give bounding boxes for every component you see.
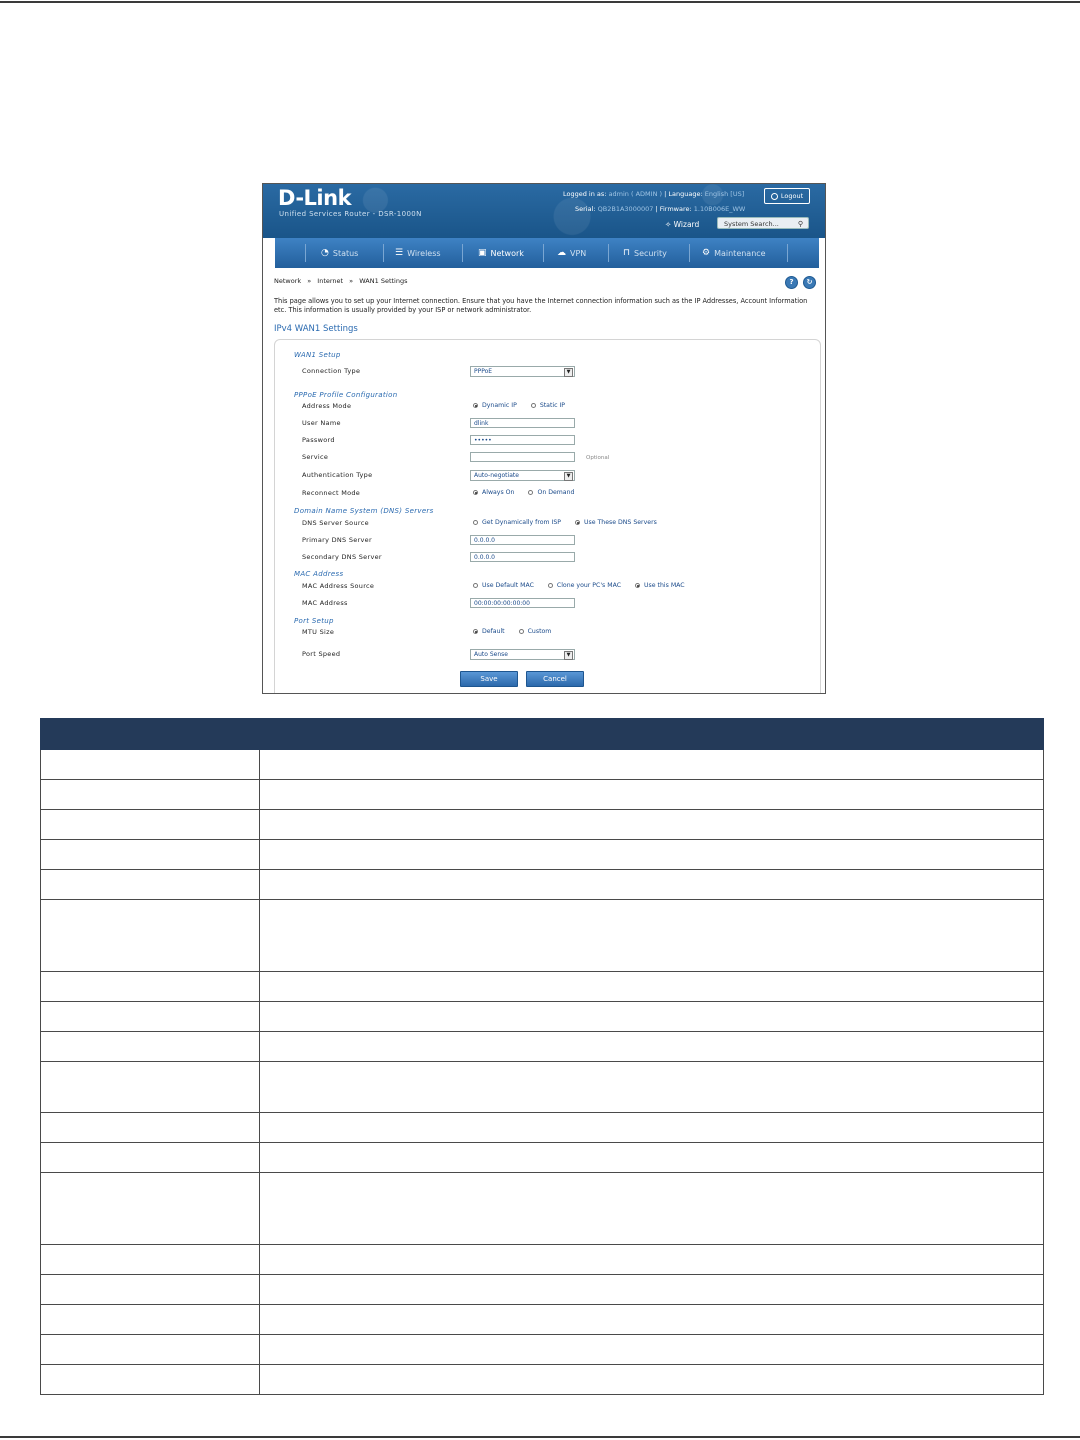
table-row [41, 1335, 1044, 1365]
wizard-label: Wizard [673, 220, 700, 229]
table-cell-description [260, 1143, 1044, 1173]
connection-type-label: Connection Type [302, 367, 361, 375]
primary-dns-label: Primary DNS Server [302, 536, 372, 544]
reconnect-mode-label: Reconnect Mode [302, 489, 361, 497]
table-cell-description [260, 1365, 1044, 1395]
lock-icon: ⊓ [623, 248, 631, 258]
table-row [41, 1032, 1044, 1062]
nav-network[interactable] [478, 238, 524, 268]
table-cell-parameter [41, 1275, 260, 1305]
gears-icon: ⚙ [702, 248, 711, 258]
radio-dns-manual[interactable]: Use These DNS Servers [575, 519, 657, 526]
router-header [263, 184, 825, 238]
nav-maintenance[interactable] [702, 238, 766, 268]
table-cell-parameter [41, 1032, 260, 1062]
mac-address-label: MAC Address [302, 599, 348, 607]
table-cell-description [260, 1032, 1044, 1062]
dns-title: Domain Name System (DNS) Servers [294, 507, 434, 515]
language-value[interactable]: English [US] [704, 190, 745, 198]
nav-status-label: Status [332, 248, 359, 258]
auth-type-select[interactable]: Auto-negotiate ▼ [470, 470, 575, 481]
mac-source-radios [473, 582, 685, 589]
refresh-icon[interactable]: ↻ [803, 276, 816, 289]
save-button[interactable]: Save [460, 671, 518, 687]
breadcrumb-internet[interactable]: Internet [317, 277, 344, 285]
reconnect-mode-radios [473, 489, 574, 496]
nav-status[interactable] [321, 238, 358, 268]
table-cell-description [260, 900, 1044, 972]
table-cell-parameter [41, 1365, 260, 1395]
table-cell-description [260, 1335, 1044, 1365]
table-row [41, 972, 1044, 1002]
system-search-input[interactable] [717, 217, 809, 229]
logged-in-value: admin ( ADMIN ) [608, 190, 663, 198]
mac-address-input[interactable]: 00:00:00:00:00:00 [470, 598, 575, 608]
radio-mtu-default[interactable]: Default [473, 628, 505, 635]
table-cell-parameter [41, 1335, 260, 1365]
port-setup-title: Port Setup [294, 617, 334, 625]
table-row [41, 1002, 1044, 1032]
table-row [41, 870, 1044, 900]
pppoe-title: PPPoE Profile Configuration [294, 391, 398, 399]
nav-security-label: Security [634, 248, 667, 258]
radio-on-demand[interactable]: On Demand [528, 489, 574, 496]
bottom-rule [0, 1436, 1080, 1438]
port-speed-select[interactable]: Auto Sense ▼ [470, 649, 575, 660]
table-cell-parameter [41, 1062, 260, 1113]
secondary-dns-input[interactable]: 0.0.0.0 [470, 552, 575, 562]
table-cell-parameter [41, 972, 260, 1002]
radio-dynamic-ip[interactable]: Dynamic IP [473, 402, 517, 409]
router-screenshot [262, 183, 826, 694]
table-cell-description [260, 840, 1044, 870]
address-mode-radios [473, 402, 565, 409]
mtu-size-label: MTU Size [302, 628, 335, 636]
table-cell-parameter [41, 1173, 260, 1245]
table-cell-parameter [41, 840, 260, 870]
intro-text: This page allows you to set up your Internet connection. Ensure that you have the Internet connection information such as the IP Addresses, Account Information etc. This information is usually provided by your ISP or network administrator. [274, 297, 808, 314]
power-icon [771, 193, 778, 200]
mac-title: MAC Address [294, 570, 344, 578]
device-info: Serial: QB2B1A3000007 | Firmware: 1.10B006E_WW [575, 205, 746, 213]
wand-icon: ✧ [665, 220, 674, 229]
table-cell-parameter [41, 1305, 260, 1335]
table-header-row [41, 719, 1044, 750]
breadcrumb-network[interactable]: Network [274, 277, 302, 285]
address-mode-label: Address Mode [302, 402, 352, 410]
table-row [41, 1173, 1044, 1245]
radio-mtu-custom[interactable]: Custom [519, 628, 552, 635]
service-label: Service [302, 453, 329, 461]
dns-source-radios [473, 519, 657, 526]
table-row [41, 1275, 1044, 1305]
connection-type-select[interactable]: PPPoE ▼ [470, 366, 575, 377]
password-label: Password [302, 436, 335, 444]
table-cell-description [260, 1305, 1044, 1335]
nav-security[interactable] [623, 238, 667, 268]
service-optional-hint: Optional [586, 455, 610, 461]
radio-always-on[interactable]: Always On [473, 489, 514, 496]
gauge-icon: ◔ [321, 248, 329, 258]
logged-in-label: Logged in as: [563, 190, 607, 198]
table-row [41, 840, 1044, 870]
table-row [41, 1245, 1044, 1275]
firmware-label: Firmware: [659, 205, 692, 213]
logout-label: Logout [780, 192, 804, 200]
nav-network-label: Network [490, 248, 524, 258]
logged-in-info: Logged in as: admin ( ADMIN ) | Language: English [US] [563, 190, 745, 198]
cloud-lock-icon: ☁ [557, 248, 566, 258]
table-row [41, 900, 1044, 972]
chevron-down-icon: ▼ [564, 472, 573, 481]
wizard-link[interactable] [665, 220, 699, 229]
chevron-down-icon: ▼ [564, 651, 573, 660]
service-input[interactable] [470, 452, 575, 462]
nav-vpn[interactable] [557, 238, 586, 268]
radio-this-mac[interactable]: Use this MAC [635, 582, 685, 589]
table-row [41, 1113, 1044, 1143]
firmware-value: 1.10B006E_WW [693, 205, 746, 213]
table-cell-description [260, 870, 1044, 900]
logout-button[interactable] [764, 188, 810, 204]
chevron-down-icon: ▼ [564, 368, 573, 377]
serial-value: QB2B1A3000007 [597, 205, 654, 213]
radio-dns-dynamic[interactable]: Get Dynamically from ISP [473, 519, 561, 526]
table-cell-description [260, 1113, 1044, 1143]
table-cell-parameter [41, 810, 260, 840]
router-subtitle: Unified Services Router - DSR-1000N [279, 210, 422, 218]
user-name-label: User Name [302, 419, 341, 427]
primary-dns-input[interactable]: 0.0.0.0 [470, 535, 575, 545]
language-label: Language: [668, 190, 703, 198]
main-nav [275, 238, 819, 268]
top-rule [0, 1, 1080, 3]
breadcrumb: Network » Internet » WAN1 Settings [274, 277, 408, 285]
nav-vpn-label: VPN [570, 248, 587, 258]
table-cell-description [260, 1275, 1044, 1305]
auth-type-label: Authentication Type [302, 471, 373, 479]
password-input[interactable]: ••••• [470, 435, 575, 445]
search-icon: ⚲ [797, 220, 803, 228]
mac-source-label: MAC Address Source [302, 582, 375, 590]
table-row [41, 1305, 1044, 1335]
table-row [41, 750, 1044, 780]
table-cell-parameter [41, 780, 260, 810]
dns-source-label: DNS Server Source [302, 519, 369, 527]
table-row [41, 810, 1044, 840]
cancel-button[interactable]: Cancel [526, 671, 584, 687]
radio-default-mac[interactable]: Use Default MAC [473, 582, 534, 589]
help-icon[interactable]: ? [785, 276, 798, 289]
radio-clone-mac[interactable]: Clone your PC's MAC [548, 582, 621, 589]
mtu-size-radios [473, 628, 551, 635]
table-cell-description [260, 780, 1044, 810]
table-cell-description [260, 1062, 1044, 1113]
table-row [41, 1143, 1044, 1173]
table-cell-description [260, 972, 1044, 1002]
table-cell-parameter [41, 1002, 260, 1032]
nav-wireless[interactable] [395, 238, 441, 268]
table-row [41, 1062, 1044, 1113]
port-speed-label: Port Speed [302, 650, 341, 658]
table-cell-parameter [41, 1245, 260, 1275]
user-name-input[interactable]: dlink [470, 418, 575, 428]
table-cell-description [260, 1173, 1044, 1245]
search-placeholder: System Search... [724, 220, 779, 228]
table-cell-parameter [41, 750, 260, 780]
parameter-description-table [40, 718, 1044, 1395]
table-row [41, 1365, 1044, 1395]
radio-static-ip[interactable]: Static IP [531, 402, 565, 409]
page-title: IPv4 WAN1 Settings [274, 324, 358, 334]
serial-label: Serial: [575, 205, 596, 213]
breadcrumb-wan1: WAN1 Settings [359, 277, 408, 285]
table-cell-parameter [41, 1143, 260, 1173]
table-cell-parameter [41, 900, 260, 972]
table-cell-description [260, 750, 1044, 780]
table-cell-parameter [41, 870, 260, 900]
table-cell-parameter [41, 1113, 260, 1143]
table-cell-description [260, 1002, 1044, 1032]
wan-setup-title: WAN1 Setup [294, 351, 341, 359]
monitor-icon: ▣ [478, 248, 487, 258]
settings-panel [274, 339, 821, 694]
table-cell-description [260, 1245, 1044, 1275]
secondary-dns-label: Secondary DNS Server [302, 553, 382, 561]
dlink-logo: D-Link [278, 186, 352, 210]
nav-wireless-label: Wireless [407, 248, 441, 258]
wifi-icon: ☰ [395, 248, 404, 258]
nav-maintenance-label: Maintenance [714, 248, 766, 258]
table-row [41, 780, 1044, 810]
table-cell-description [260, 810, 1044, 840]
